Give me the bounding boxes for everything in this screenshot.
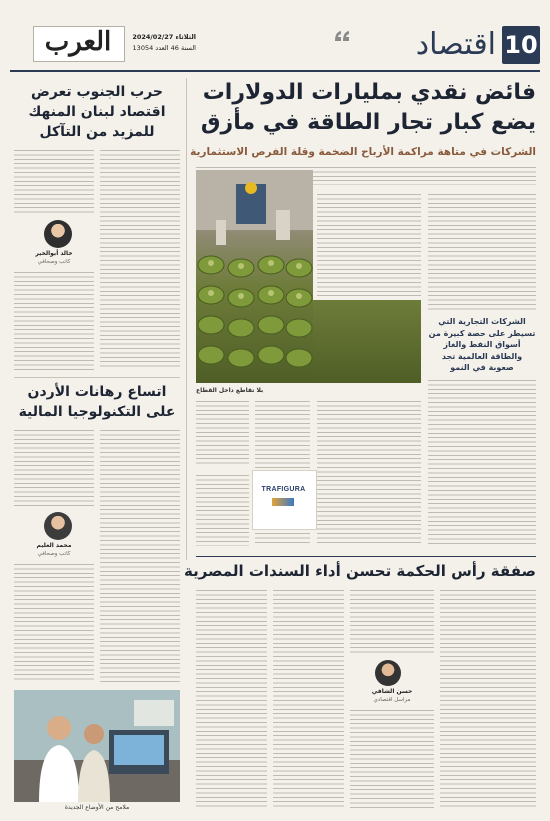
bottom-column-2-top (350, 588, 434, 654)
sidebar-article1-col-left-bottom (14, 270, 94, 370)
sidebar-photo (14, 690, 180, 802)
lead-photo-extension (313, 300, 421, 383)
sidebar-article2-title: اتساع رهانات الأردن على التكنولوجيا المالية (18, 384, 176, 420)
lead-headline-line2: يضع كبار تجار الطاقة في مأزق (200, 110, 536, 135)
lead-subheadline: الشركات في متاهة مراكمة الأرباح الضخمة وقلة الفرص الاستثمارية (190, 146, 536, 158)
author-name-2: محمد العليم (36, 542, 72, 549)
lead-column-2-top (317, 192, 421, 297)
author-role-2: كاتب وصحافي (37, 551, 71, 557)
sidebar-article2-col-right (100, 428, 180, 683)
author-role: كاتب وصحافي (37, 259, 71, 265)
bottom-section-divider (196, 556, 536, 557)
pullquote: الشركات التجارية التي تسيطر على حصة كبيرة من أسواق النفط والغاز والطاقة العالمية تجد صعوبة في النمو (428, 317, 536, 372)
lead-photo (196, 170, 313, 383)
sidebar-article2-col-left-bottom (14, 562, 94, 683)
issue-date: الثلاثاء 2024/02/27 (132, 33, 196, 41)
bottom-column-1 (440, 588, 536, 810)
lead-column-1-top (428, 192, 536, 310)
sidebar-article1-col-right (100, 148, 180, 370)
sidebar-rule (14, 377, 180, 378)
masthead-divider (10, 70, 540, 72)
lead-column-4 (196, 399, 249, 467)
lead-column-4-bottom (196, 473, 249, 546)
sidebar-photo-caption: ملامح من الأوضاع الجديدة (64, 804, 130, 811)
lead-column-2-bottom (317, 399, 421, 546)
sidebar-divider (186, 78, 187, 560)
author-avatar-2 (44, 512, 72, 540)
bottom-column-3 (273, 588, 344, 810)
section-title: اقتصاد (415, 27, 496, 62)
bottom-author-avatar (375, 660, 401, 686)
sidebar-article2-col-left-top (14, 428, 94, 508)
page-number: 10 (504, 31, 538, 59)
trafigura-logo: TRAFIGURA (261, 486, 306, 493)
sidebar-article1-title: حرب الجنوب تعرض اقتصاد لبنان المنهك للمزيد من التآكل (28, 84, 166, 140)
sidebar-article1-col-left-top (14, 148, 94, 216)
author-name: خالد أبوالخير (35, 250, 73, 257)
issue-number: السنة 46 العدد 13054 (132, 44, 196, 52)
lead-headline-line1: فائض نقدي بمليارات الدولارات (202, 80, 536, 105)
quote-mark-icon (333, 28, 351, 42)
bottom-column-2-bottom (350, 708, 434, 810)
bottom-author-name: حسن الشافي (371, 688, 413, 695)
bottom-author-role: مراسل اقتصادي (373, 697, 411, 703)
author-avatar (44, 220, 72, 248)
bottom-headline: صفقة رأس الحكمة تحسن أداء السندات المصرية (183, 562, 536, 580)
bottom-column-4 (196, 588, 267, 810)
newspaper-logo: العرب (44, 27, 112, 57)
trafigura-mark-icon (272, 498, 294, 506)
lead-column-1-bottom (428, 378, 536, 546)
lead-photo-caption: بلا تقاطع داخل القطاع (196, 387, 264, 394)
